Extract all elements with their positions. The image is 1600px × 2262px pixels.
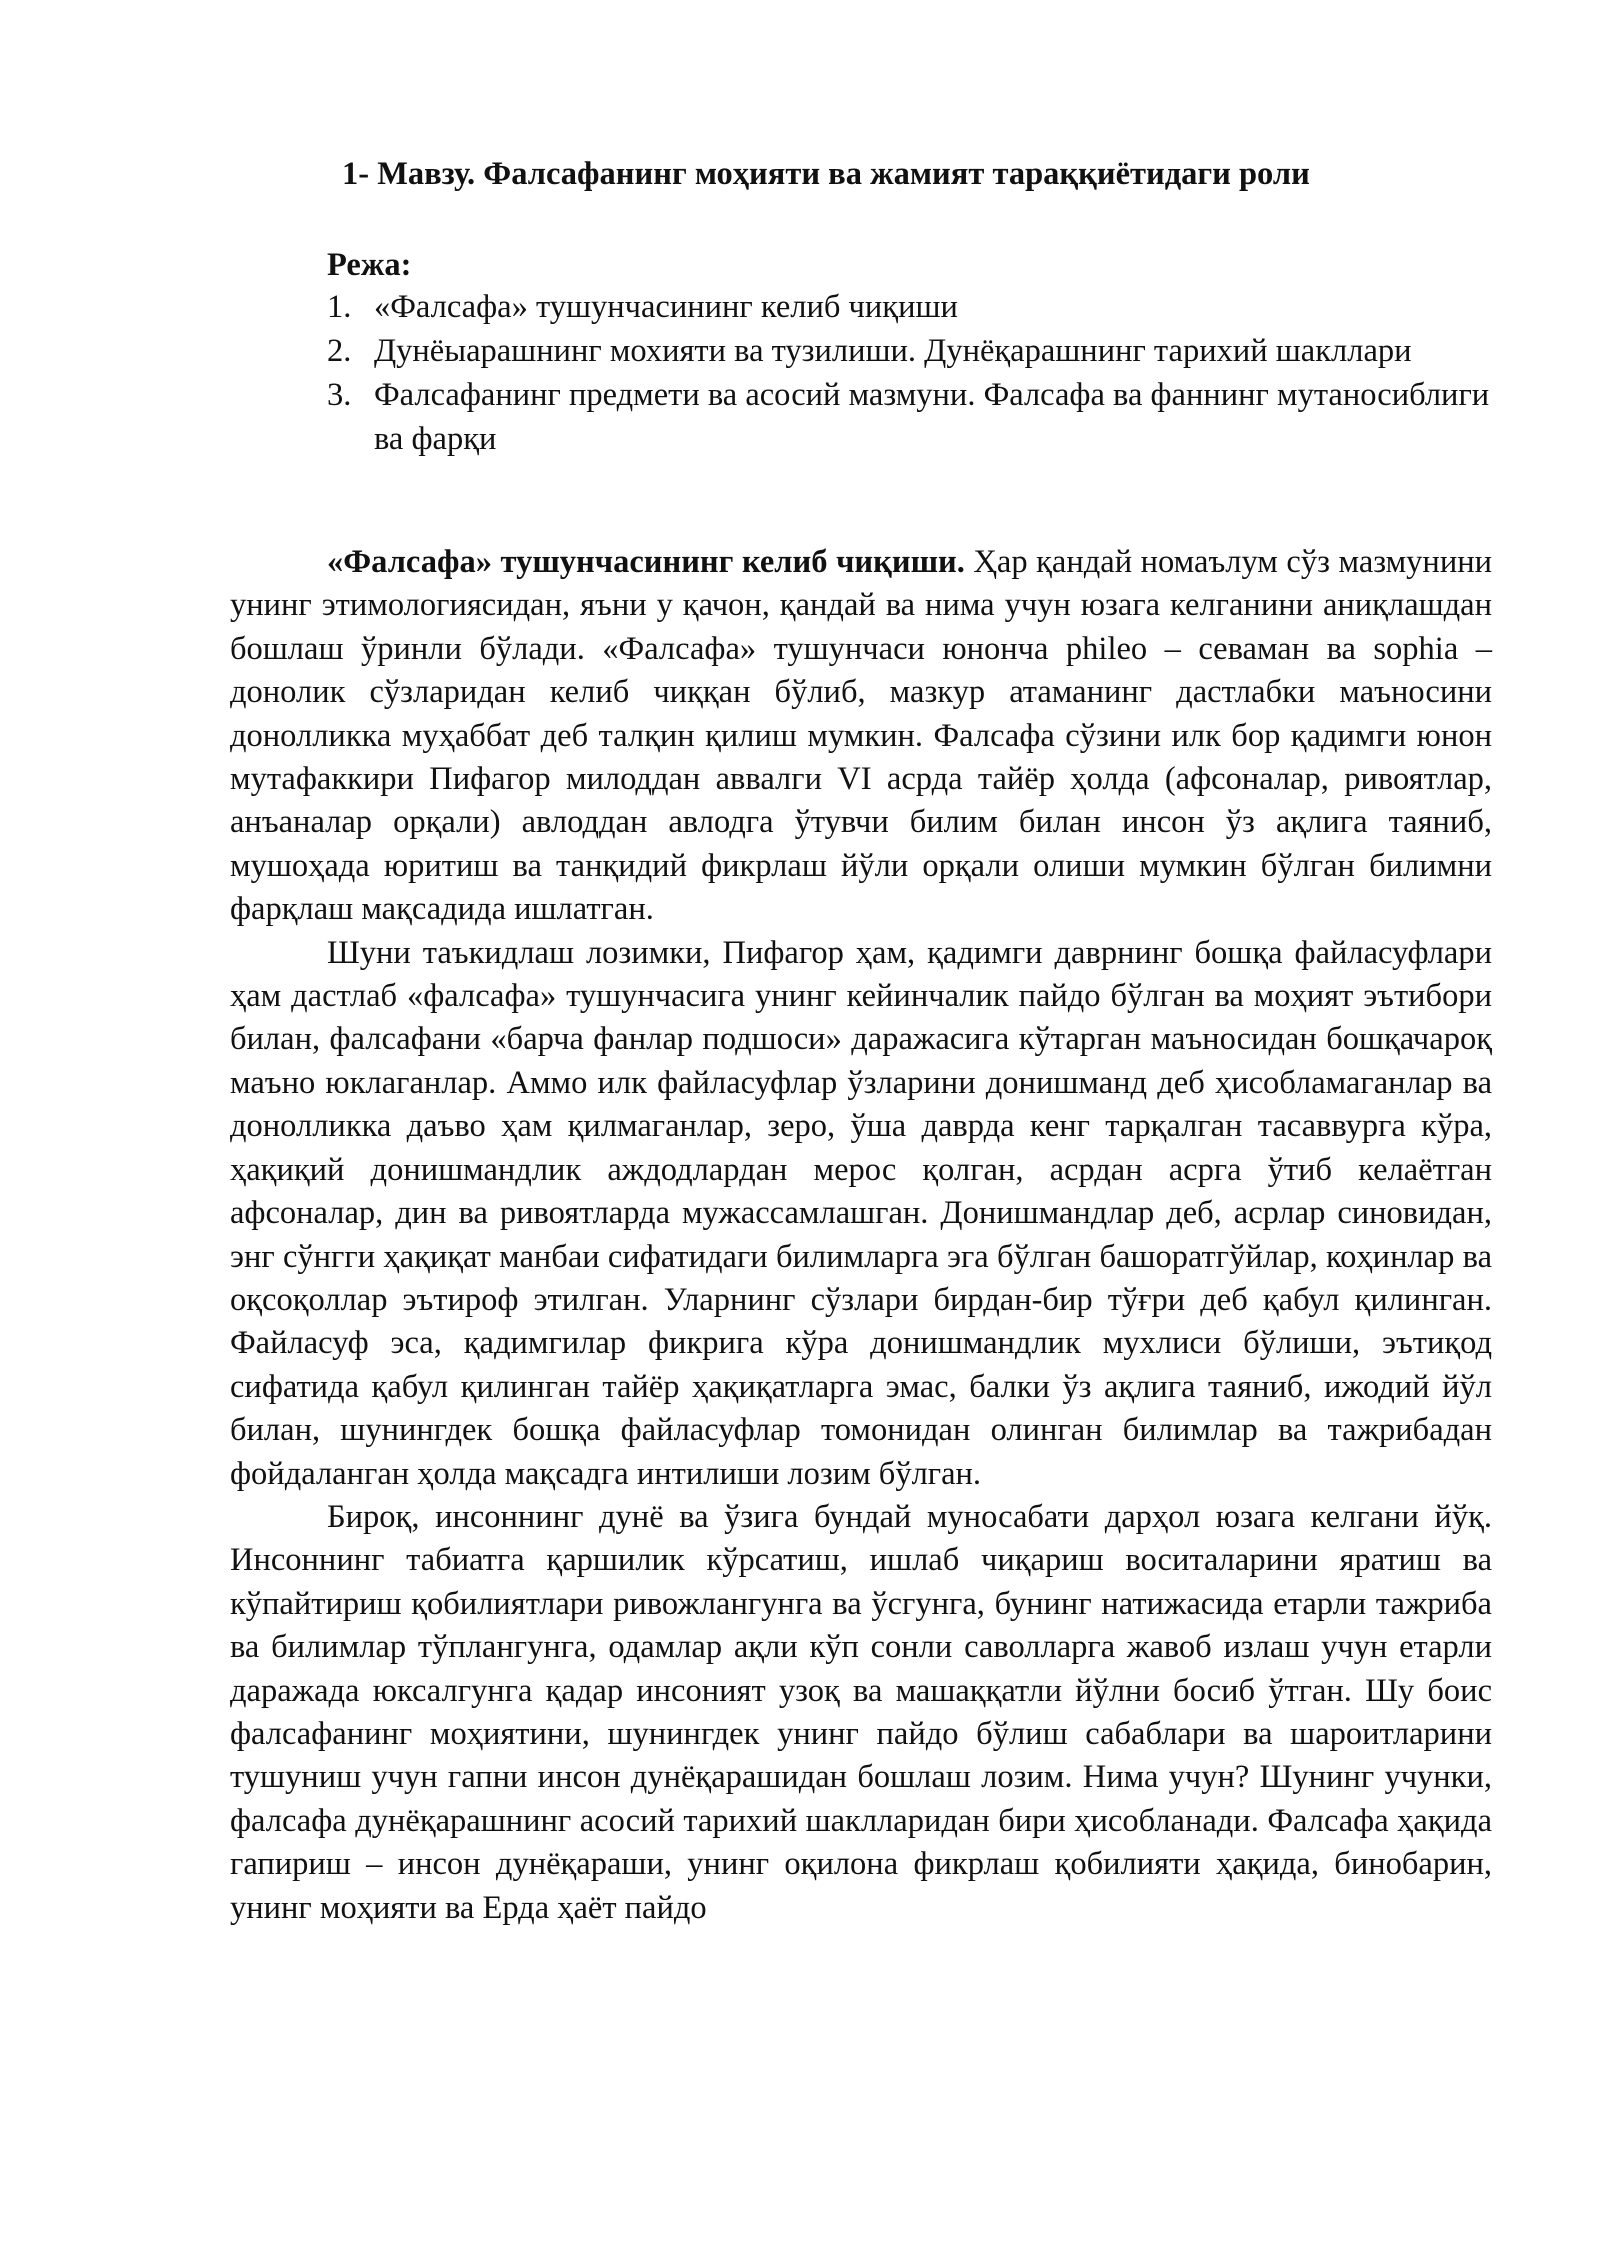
paragraph-text: Ҳар қандай номаълум сўз мазмунини унинг этимологиясидан, яъни у қачон, қандай ва нима учун юзага келганини аниқлашдан бошлаш ўринли бўлади. «Фалсафа» тушунчаси юнонча phileo – севаман ва sophia – донолик сўзларидан келиб чиққан бўлиб, мазкур атаманинг дастлабки маъносини донолликка муҳаббат деб талқин қилиш мумкин. Фалсафа сўзини илк бор қадимги юнон мутафаккири Пифагор милоддан аввалги VI асрда тайёр ҳолда (афсоналар, ривоятлар, анъаналар орқали) авлоддан авлодга ўтувчи билим билан инсон ўз ақлига таяниб, мушоҳада юритиш ва танқидий фикрлаш йўли орқали олиши мумкин бўлган билимни фарқлаш мақсадида ишлатган. — [230, 544, 1493, 928]
body-paragraph — [230, 932, 1492, 1496]
section-lead-heading: «Фалсафа» тушунчасининг келиб чиқиши. — [327, 544, 965, 580]
plan-item-number: 1. — [327, 289, 352, 325]
document-title: 1- Мавзу. Фалсафанинг моҳияти ва жамият тараққиётидаги роли — [342, 156, 1310, 192]
plan-item-text: «Фалсафа» тушунчасининг келиб чиқиши — [374, 289, 958, 325]
body-text — [230, 541, 1492, 1930]
plan-item-number: 3. — [327, 377, 352, 413]
plan-item-number: 2. — [327, 333, 352, 369]
plan-heading: Режа: — [327, 247, 412, 283]
plan-item — [327, 329, 1497, 373]
body-paragraph — [230, 1496, 1492, 1930]
plan-item-text: Фалсафанинг предмети ва асосий мазмуни. Фалсафа ва фаннинг мутаносиблиги ва фарқи — [374, 377, 1490, 457]
paragraph-text: Шуни таъкидлаш лозимки, Пифагор ҳам, қадимги даврнинг бошқа файласуфлари ҳам дастлаб «фалсафа» тушунчасига унинг кейинчалик пайдо бўлган ва моҳият эътибори билан, фалсафани «барча фанлар подшоси» даражасига кўтарган маъносидан бошқачароқ маъно юклаганлар. Аммо илк файласуфлар ўзларини донишманд деб ҳисобламаганлар ва донолликка даъво ҳам қилмаганлар, зеро, ўша даврда кенг тарқалган тасаввурга кўра, ҳақиқий донишмандлик аждодлардан мерос қолган, асрдан асрга ўтиб келаётган афсоналар, дин ва ривоятларда мужассамлашган. Донишмандлар деб, асрлар синовидан, энг сўнгги ҳақиқат манбаи сифатидаги билимларга эга бўлган башоратгўйлар, коҳинлар ва оқсоқоллар эътироф этилган. Уларнинг сўзлари бирдан-бир тўғри деб қабул қилинган. Файласуф эса, қадимгилар фикрига кўра донишмандлик мухлиси бўлиши, эътиқод сифатида қабул қилинган тайёр ҳақиқатларга эмас, балки ўз ақлига таяниб, ижодий йўл билан, шунингдек бошқа файласуфлар томонидан олинган билимлар ва тажрибадан фойдаланган ҳолда мақсадга интилиши лозим бўлган. — [230, 934, 1492, 1492]
body-paragraph — [230, 541, 1492, 932]
plan-item-text: Дунёыарашнинг мохияти ва тузилиши. Дунёқарашнинг тарихий шакллари — [374, 333, 1412, 369]
plan-item — [327, 373, 1497, 461]
plan-list — [327, 285, 1497, 461]
plan-item — [327, 285, 1497, 329]
paragraph-text: Бироқ, инсоннинг дунё ва ўзига бундай муносабати дарҳол юзага келгани йўқ. Инсоннинг табиатга қаршилик кўрсатиш, ишлаб чиқариш воситаларини яратиш ва кўпайтириш қобилиятлари ривожлангунга ва ўсгунга, бунинг натижасида етарли тажриба ва билимлар тўплангунга, одамлар ақли кўп сонли саволларга жавоб излаш учун етарли даражада юксалгунга қадар инсоният узоқ ва машаққатли йўлни босиб ўтган. Шу боис фалсафанинг моҳиятини, шунингдек унинг пайдо бўлиш сабаблари ва шароитларини тушуниш учун гапни инсон дунёқарашидан бошлаш лозим. Нима учун? Шунинг учунки, фалсафа дунёқарашнинг асосий тарихий шаклларидан бири ҳисобланади. Фалсафа ҳақида гапириш – инсон дунёқараши, унинг оқилона фикрлаш қобилияти ҳақида, бинобарин, унинг моҳияти ва Ерда ҳаёт пайдо — [230, 1498, 1492, 1926]
